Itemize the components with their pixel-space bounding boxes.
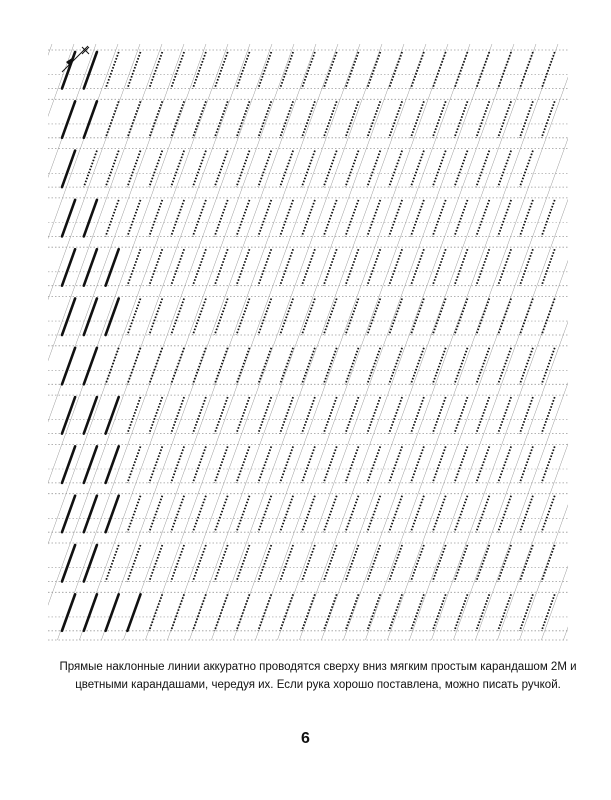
dotted-stroke: [302, 249, 315, 286]
dotted-stroke: [542, 397, 555, 434]
dotted-stroke: [127, 151, 140, 188]
dotted-stroke: [236, 397, 249, 434]
dotted-stroke: [498, 151, 511, 188]
solid-stroke: [84, 397, 97, 434]
dotted-stroke: [433, 151, 446, 188]
dotted-stroke: [433, 545, 446, 582]
dotted-stroke: [389, 249, 402, 286]
dotted-stroke: [476, 545, 489, 582]
dotted-stroke: [542, 496, 555, 533]
dotted-stroke: [454, 101, 467, 138]
dotted-stroke: [258, 348, 271, 385]
dotted-stroke: [433, 249, 446, 286]
dotted-stroke: [411, 52, 424, 89]
slant-guide: [321, 44, 536, 640]
dotted-stroke: [411, 151, 424, 188]
dotted-stroke: [280, 348, 293, 385]
dotted-stroke: [258, 249, 271, 286]
dotted-stroke: [520, 151, 533, 188]
dotted-stroke: [411, 594, 424, 631]
dotted-stroke: [520, 594, 533, 631]
dotted-stroke: [215, 397, 228, 434]
dotted-stroke: [389, 545, 402, 582]
slant-guide: [387, 44, 602, 640]
dotted-stroke: [149, 101, 162, 138]
dotted-stroke: [345, 101, 358, 138]
dotted-stroke: [171, 101, 184, 138]
dotted-stroke: [302, 151, 315, 188]
dotted-stroke: [389, 397, 402, 434]
dotted-stroke: [454, 594, 467, 631]
dotted-stroke: [476, 52, 489, 89]
dotted-stroke: [433, 446, 446, 483]
dotted-stroke: [324, 348, 337, 385]
dotted-stroke: [542, 52, 555, 89]
dotted-stroke: [345, 348, 358, 385]
dotted-stroke: [171, 348, 184, 385]
dotted-stroke: [171, 52, 184, 89]
dotted-stroke: [258, 397, 271, 434]
dotted-stroke: [215, 545, 228, 582]
dotted-stroke: [454, 151, 467, 188]
dotted-stroke: [171, 299, 184, 336]
slant-guide: [299, 44, 514, 640]
dotted-stroke: [454, 200, 467, 237]
dotted-stroke: [345, 249, 358, 286]
dotted-stroke: [345, 52, 358, 89]
slant-guide: [0, 44, 96, 640]
dotted-stroke: [149, 446, 162, 483]
dotted-stroke: [389, 52, 402, 89]
dotted-stroke: [476, 348, 489, 385]
dotted-stroke: [476, 249, 489, 286]
dotted-stroke: [258, 496, 271, 533]
slant-guide: [145, 44, 360, 640]
dotted-stroke: [280, 446, 293, 483]
dotted-stroke: [193, 299, 206, 336]
dotted-stroke: [345, 200, 358, 237]
dotted-stroke: [454, 249, 467, 286]
page-number: 6: [301, 730, 310, 747]
dotted-stroke: [324, 151, 337, 188]
dotted-stroke: [433, 397, 446, 434]
dotted-stroke: [258, 151, 271, 188]
dotted-stroke: [324, 299, 337, 336]
dotted-stroke: [411, 348, 424, 385]
dotted-stroke: [106, 101, 119, 138]
dotted-stroke: [433, 594, 446, 631]
dotted-stroke: [258, 299, 271, 336]
dotted-stroke: [367, 249, 380, 286]
dotted-stroke: [127, 299, 140, 336]
slant-guide: [497, 44, 611, 640]
dotted-stroke: [258, 52, 271, 89]
dotted-stroke: [367, 397, 380, 434]
dotted-stroke: [302, 299, 315, 336]
dotted-stroke: [367, 545, 380, 582]
slant-guide: [409, 44, 611, 640]
dotted-stroke: [106, 545, 119, 582]
dotted-stroke: [476, 101, 489, 138]
dotted-stroke: [411, 200, 424, 237]
dotted-stroke: [389, 496, 402, 533]
dotted-stroke: [280, 594, 293, 631]
dotted-stroke: [324, 594, 337, 631]
slant-guide: [13, 44, 228, 640]
solid-stroke: [62, 594, 75, 631]
dotted-stroke: [542, 545, 555, 582]
dotted-stroke: [236, 200, 249, 237]
dotted-stroke: [193, 151, 206, 188]
slant-guide: [57, 44, 272, 640]
dotted-stroke: [236, 249, 249, 286]
dotted-stroke: [389, 101, 402, 138]
solid-stroke: [62, 200, 75, 237]
dotted-stroke: [411, 446, 424, 483]
dotted-stroke: [215, 200, 228, 237]
solid-stroke: [84, 446, 97, 483]
slant-guide: [0, 44, 140, 640]
dotted-stroke: [498, 249, 511, 286]
dotted-stroke: [324, 101, 337, 138]
dotted-stroke: [411, 101, 424, 138]
solid-stroke: [62, 496, 75, 533]
slant-guide: [101, 44, 316, 640]
dotted-stroke: [258, 594, 271, 631]
dotted-stroke: [324, 545, 337, 582]
dotted-stroke: [302, 594, 315, 631]
dotted-stroke: [193, 348, 206, 385]
dotted-stroke: [345, 151, 358, 188]
dotted-stroke: [193, 101, 206, 138]
dotted-stroke: [302, 101, 315, 138]
dotted-stroke: [193, 397, 206, 434]
dotted-stroke: [127, 545, 140, 582]
dotted-stroke: [411, 496, 424, 533]
dotted-stroke: [324, 52, 337, 89]
dotted-stroke: [302, 348, 315, 385]
dotted-stroke: [454, 397, 467, 434]
dotted-stroke: [542, 446, 555, 483]
dotted-stroke: [367, 151, 380, 188]
dotted-stroke: [411, 299, 424, 336]
dotted-stroke: [367, 200, 380, 237]
slant-guide: [0, 44, 184, 640]
dotted-stroke: [324, 249, 337, 286]
dotted-stroke: [236, 52, 249, 89]
dotted-stroke: [106, 52, 119, 89]
dotted-stroke: [498, 348, 511, 385]
slant-guide: [365, 44, 580, 640]
ruling-guide-lines: [48, 50, 568, 640]
dotted-stroke: [389, 299, 402, 336]
dotted-stroke: [520, 496, 533, 533]
dotted-stroke: [280, 200, 293, 237]
dotted-stroke: [389, 348, 402, 385]
solid-stroke: [84, 101, 97, 138]
dotted-stroke: [367, 101, 380, 138]
dotted-stroke: [302, 52, 315, 89]
slant-guide: [79, 44, 294, 640]
solid-stroke: [62, 101, 75, 138]
dotted-stroke: [520, 545, 533, 582]
dotted-stroke: [542, 299, 555, 336]
dotted-stroke: [215, 496, 228, 533]
solid-stroke: [106, 446, 119, 483]
solid-stroke: [84, 496, 97, 533]
dotted-stroke: [498, 446, 511, 483]
dotted-stroke: [171, 496, 184, 533]
slant-guide: [255, 44, 470, 640]
solid-stroke: [106, 594, 119, 631]
dotted-stroke: [345, 545, 358, 582]
slant-guide-lines: [0, 44, 611, 640]
dotted-stroke: [149, 249, 162, 286]
dotted-stroke: [149, 151, 162, 188]
dotted-stroke: [127, 101, 140, 138]
dotted-stroke: [193, 249, 206, 286]
dotted-stroke: [236, 101, 249, 138]
dotted-stroke: [280, 299, 293, 336]
slant-guide: [0, 44, 8, 640]
dotted-stroke: [476, 594, 489, 631]
dotted-stroke: [345, 496, 358, 533]
slant-guide: [343, 44, 558, 640]
slant-guide: [189, 44, 404, 640]
instruction-text: Прямые наклонные линии аккуратно проводятся сверху вниз мягким простым карандашом 2М и цветными карандашами, чередуя их. Если рука хорошо поставлена, можно писать ручкой.: [59, 661, 577, 691]
dotted-stroke: [280, 496, 293, 533]
dotted-stroke: [433, 200, 446, 237]
dotted-stroke: [280, 151, 293, 188]
solid-stroke: [62, 348, 75, 385]
dotted-stroke: [324, 446, 337, 483]
slant-guide: [167, 44, 382, 640]
dotted-stroke: [411, 545, 424, 582]
dotted-stroke: [258, 200, 271, 237]
dotted-stroke: [193, 52, 206, 89]
dotted-stroke: [324, 397, 337, 434]
dotted-stroke: [389, 594, 402, 631]
dotted-stroke: [106, 151, 119, 188]
solid-stroke: [84, 545, 97, 582]
dotted-stroke: [280, 397, 293, 434]
solid-stroke: [84, 594, 97, 631]
dotted-stroke: [389, 151, 402, 188]
dotted-stroke: [127, 52, 140, 89]
dotted-stroke: [433, 52, 446, 89]
dotted-stroke: [236, 594, 249, 631]
solid-stroke: [106, 249, 119, 286]
dotted-stroke: [454, 446, 467, 483]
slant-guide: [233, 44, 448, 640]
solid-stroke: [127, 594, 140, 631]
dotted-stroke: [454, 52, 467, 89]
dotted-stroke: [236, 545, 249, 582]
dotted-stroke: [302, 545, 315, 582]
dotted-stroke: [171, 249, 184, 286]
slant-guide: [475, 44, 611, 640]
dotted-stroke: [302, 496, 315, 533]
dotted-stroke: [280, 249, 293, 286]
dotted-stroke: [215, 249, 228, 286]
slant-guide: [585, 44, 611, 640]
dotted-stroke: [324, 496, 337, 533]
dotted-stroke: [367, 446, 380, 483]
dotted-stroke: [411, 249, 424, 286]
slant-guide: [35, 44, 250, 640]
dotted-stroke: [454, 348, 467, 385]
dotted-stroke: [520, 348, 533, 385]
solid-stroke: [84, 348, 97, 385]
slant-guide: [519, 44, 611, 640]
dotted-stroke: [215, 151, 228, 188]
dotted-stroke: [433, 101, 446, 138]
dotted-stroke: [236, 151, 249, 188]
dotted-stroke: [476, 151, 489, 188]
dotted-stroke: [280, 101, 293, 138]
dotted-stroke: [236, 348, 249, 385]
slant-guide: [277, 44, 492, 640]
dotted-stroke: [215, 101, 228, 138]
dotted-stroke: [498, 496, 511, 533]
dotted-stroke: [258, 101, 271, 138]
dotted-stroke: [498, 299, 511, 336]
dotted-stroke: [433, 496, 446, 533]
dotted-stroke: [542, 594, 555, 631]
dotted-stroke: [433, 348, 446, 385]
dotted-stroke: [324, 200, 337, 237]
dotted-stroke: [149, 299, 162, 336]
dotted-stroke: [498, 545, 511, 582]
slant-guide: [431, 44, 611, 640]
dotted-stroke: [215, 348, 228, 385]
solid-stroke: [62, 446, 75, 483]
slant-guide: [211, 44, 426, 640]
dotted-stroke: [302, 200, 315, 237]
solid-stroke: [84, 249, 97, 286]
dotted-stroke: [280, 52, 293, 89]
dotted-stroke: [411, 397, 424, 434]
dotted-stroke: [149, 348, 162, 385]
dotted-stroke: [236, 496, 249, 533]
dotted-stroke: [520, 446, 533, 483]
slant-guide: [563, 44, 611, 640]
dotted-stroke: [433, 299, 446, 336]
dotted-stroke: [389, 200, 402, 237]
dotted-stroke: [345, 397, 358, 434]
slant-guide: [0, 44, 118, 640]
dotted-stroke: [498, 101, 511, 138]
slant-guide: [0, 44, 30, 640]
dotted-stroke: [476, 496, 489, 533]
slant-guide: [123, 44, 338, 640]
dotted-stroke: [171, 200, 184, 237]
dotted-stroke: [215, 52, 228, 89]
dotted-stroke: [193, 496, 206, 533]
slant-guide: [607, 44, 611, 640]
dotted-stroke: [236, 299, 249, 336]
dotted-stroke: [345, 446, 358, 483]
dotted-stroke: [236, 446, 249, 483]
dotted-stroke: [258, 446, 271, 483]
dotted-stroke: [258, 545, 271, 582]
dotted-stroke: [367, 594, 380, 631]
dotted-stroke: [149, 200, 162, 237]
dotted-stroke: [498, 594, 511, 631]
dotted-stroke: [367, 348, 380, 385]
dotted-stroke: [498, 397, 511, 434]
dotted-stroke: [520, 397, 533, 434]
slant-guide: [0, 44, 52, 640]
solid-stroke: [62, 545, 75, 582]
dotted-stroke: [454, 496, 467, 533]
dotted-stroke: [389, 446, 402, 483]
dotted-stroke: [476, 200, 489, 237]
slant-guide: [0, 44, 162, 640]
dotted-stroke: [476, 299, 489, 336]
dotted-stroke: [345, 594, 358, 631]
dotted-stroke: [454, 545, 467, 582]
dotted-stroke: [476, 397, 489, 434]
dotted-stroke: [171, 151, 184, 188]
dotted-stroke: [280, 545, 293, 582]
dotted-stroke: [367, 52, 380, 89]
dotted-stroke: [193, 545, 206, 582]
dotted-stroke: [476, 446, 489, 483]
solid-stroke: [62, 397, 75, 434]
dotted-stroke: [345, 299, 358, 336]
dotted-stroke: [302, 446, 315, 483]
slant-guide: [0, 44, 206, 640]
slant-guide: [453, 44, 611, 640]
dotted-stroke: [520, 299, 533, 336]
dotted-stroke: [542, 200, 555, 237]
dotted-stroke: [127, 249, 140, 286]
dotted-stroke: [367, 299, 380, 336]
solid-stroke: [106, 397, 119, 434]
dotted-stroke: [149, 52, 162, 89]
dotted-stroke: [149, 594, 162, 631]
dotted-stroke: [542, 348, 555, 385]
solid-stroke: [84, 52, 97, 89]
dotted-stroke: [454, 299, 467, 336]
dotted-stroke: [127, 446, 140, 483]
dotted-stroke: [367, 496, 380, 533]
dotted-stroke: [302, 397, 315, 434]
dotted-stroke: [215, 299, 228, 336]
dotted-stroke: [193, 200, 206, 237]
